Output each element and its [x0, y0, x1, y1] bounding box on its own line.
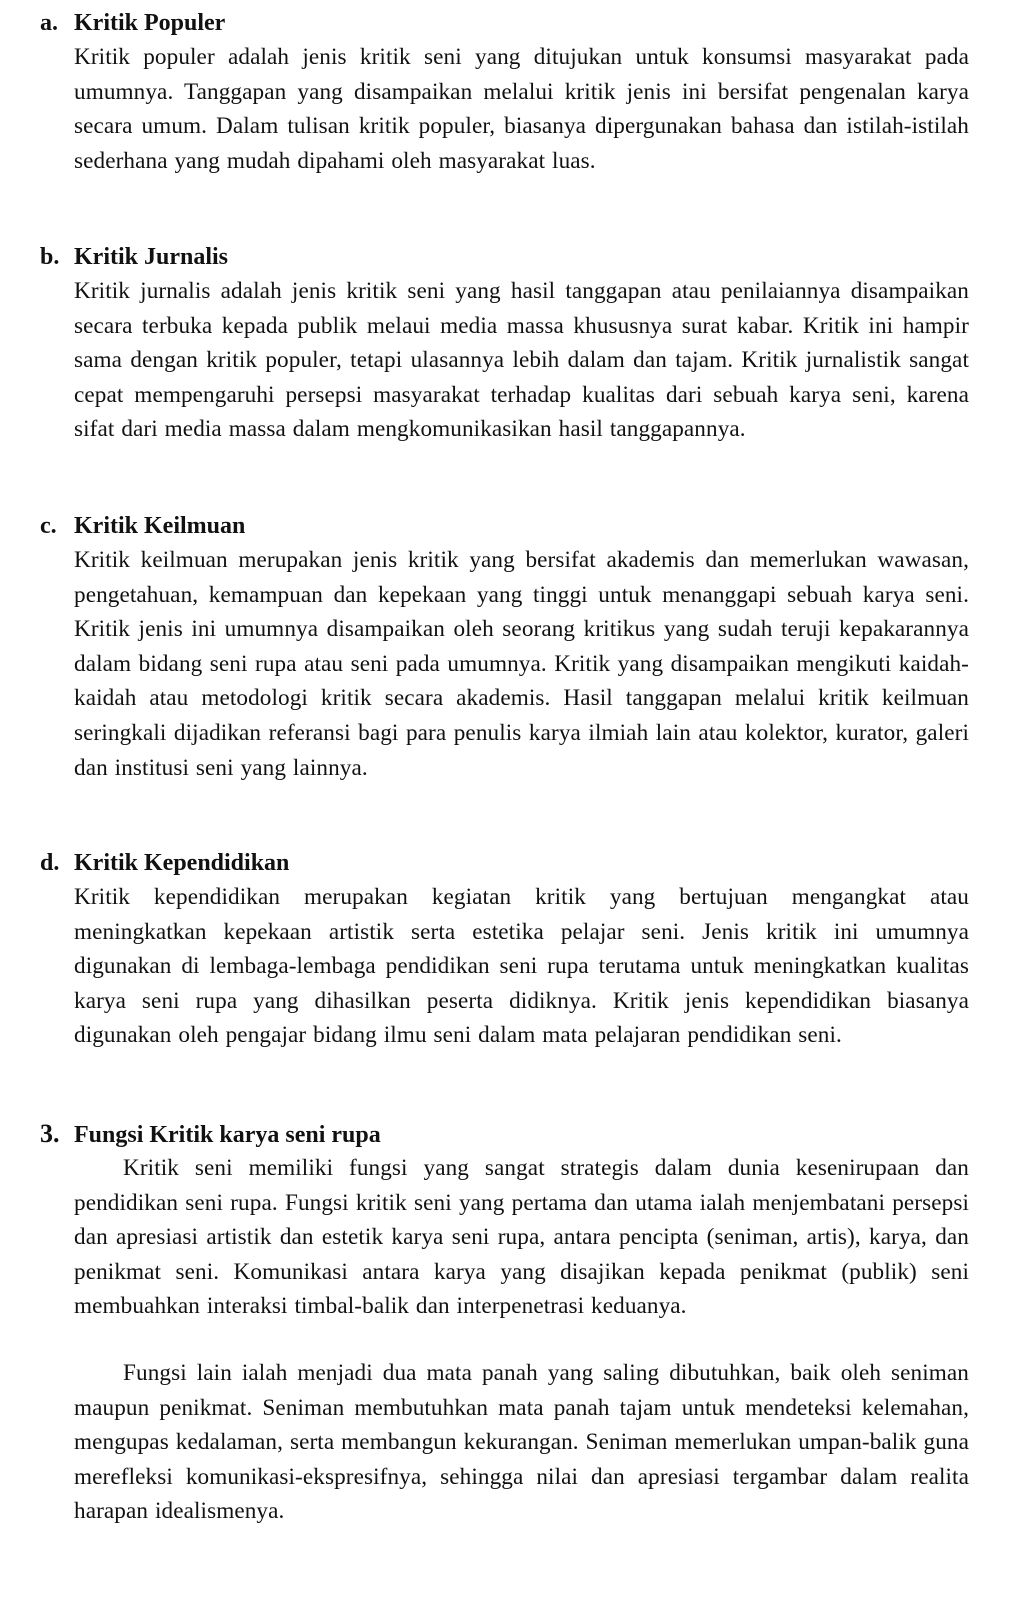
section-kritik-kependidikan: [40, 846, 970, 1053]
section-title: Kritik Keilmuan: [74, 513, 246, 539]
list-marker: b.: [40, 244, 60, 270]
section-title: Kritik Jurnalis: [74, 244, 229, 270]
section-paragraph-1: Kritik seni memiliki fungsi yang sangat strategis dalam dunia kesenirupaan dan pendidikan seni rupa. Fungsi kritik seni yang pertama dan utama ialah menjembatani persepsi dan apresiasi artistik dan estetik karya seni rupa, antara pencipta (seniman, artis), karya, dan penikmat seni. Komunikasi antara karya yang disajikan kepada penikmat (publik) seni membuahkan interaksi timbal-balik dan interpenetrasi keduanya.: [74, 1155, 969, 1320]
section-paragraph: Kritik jurnalis adalah jenis kritik seni yang hasil tanggapan atau penilaiannya disampaikan secara terbuka kepada publik melaui media massa khususnya surat kabar. Kritik ini hampir sama dengan kritik populer, tetapi ulasannya lebih dalam dan tajam. Kritik jurnalistik sangat cepat mempengaruhi persepsi masyarakat terhadap kualitas dari sebuah karya seni, karena sifat dari media massa dalam mengkomunikasikan hasil tanggapannya.: [74, 278, 969, 443]
section-heading: [40, 509, 970, 543]
section-title: Kritik Kependidikan: [74, 850, 290, 876]
section-fungsi-kritik: [40, 1117, 970, 1529]
section-paragraph-2: Fungsi lain ialah menjadi dua mata panah yang saling dibutuhkan, baik oleh seniman maupun penikmat. Seniman membutuhkan mata panah tajam untuk mendeteksi kelemahan, mengupas kedalaman, serta membangun kekurangan. Seniman memerlukan umpan-balik guna merefleksi komunikasi-ekspresifnya, sehingga nilai dan apresiasi tergambar dalam realita harapan idealismenya.: [74, 1359, 969, 1525]
section-kritik-populer: [40, 6, 970, 178]
section-heading: [40, 846, 970, 880]
section-heading: [40, 6, 970, 40]
list-marker: c.: [40, 513, 57, 539]
section-heading: [40, 240, 970, 274]
section-paragraph: Kritik kependidikan merupakan kegiatan kritik yang bertujuan mengangkat atau meningkatkan kepekaan artistik serta estetika pelajar seni. Jenis kritik ini umumnya digunakan di lembaga-lembaga pendidikan seni rupa terutama untuk meningkatkan kualitas karya seni rupa yang dihasilkan peserta didiknya. Kritik jenis kependidikan biasanya digunakan oleh pengajar bidang ilmu seni dalam mata pelajaran pendidikan seni.: [74, 884, 969, 1049]
list-marker: d.: [40, 850, 60, 876]
section-kritik-keilmuan: [40, 509, 970, 785]
section-heading: [40, 1117, 970, 1151]
section-paragraph: Kritik populer adalah jenis kritik seni yang ditujukan untuk konsumsi masyarakat pada umumnya. Tanggapan yang disampaikan melalui kritik jenis ini bersifat pengenalan karya secara umum. Dalam tulisan kritik populer, biasanya dipergunakan bahasa dan istilah-istilah sederhana yang mudah dipahami oleh masyarakat luas.: [74, 44, 969, 174]
list-marker: a.: [40, 10, 58, 36]
section-number: 3.: [40, 1119, 60, 1148]
section-title: Kritik Populer: [74, 10, 226, 36]
section-title: Fungsi Kritik karya seni rupa: [74, 1122, 381, 1148]
section-kritik-jurnalis: [40, 240, 970, 447]
section-paragraph: Kritik keilmuan merupakan jenis kritik yang bersifat akademis dan memerlukan wawasan, pengetahuan, kemampuan dan kepekaan yang tinggi untuk menanggapi sebuah karya seni. Kritik jenis ini umumnya disampaikan oleh seorang kritikus yang sudah teruji kepakarannya dalam bidang seni rupa atau seni pada umumnya. Kritik yang disampaikan mengikuti kaidah-kaidah atau metodologi kritik secara akademis. Hasil tanggapan melalui kritik keilmuan seringkali dijadikan referansi bagi para penulis karya ilmiah lain atau kolektor, kurator, galeri dan institusi seni yang lainnya.: [74, 547, 969, 781]
